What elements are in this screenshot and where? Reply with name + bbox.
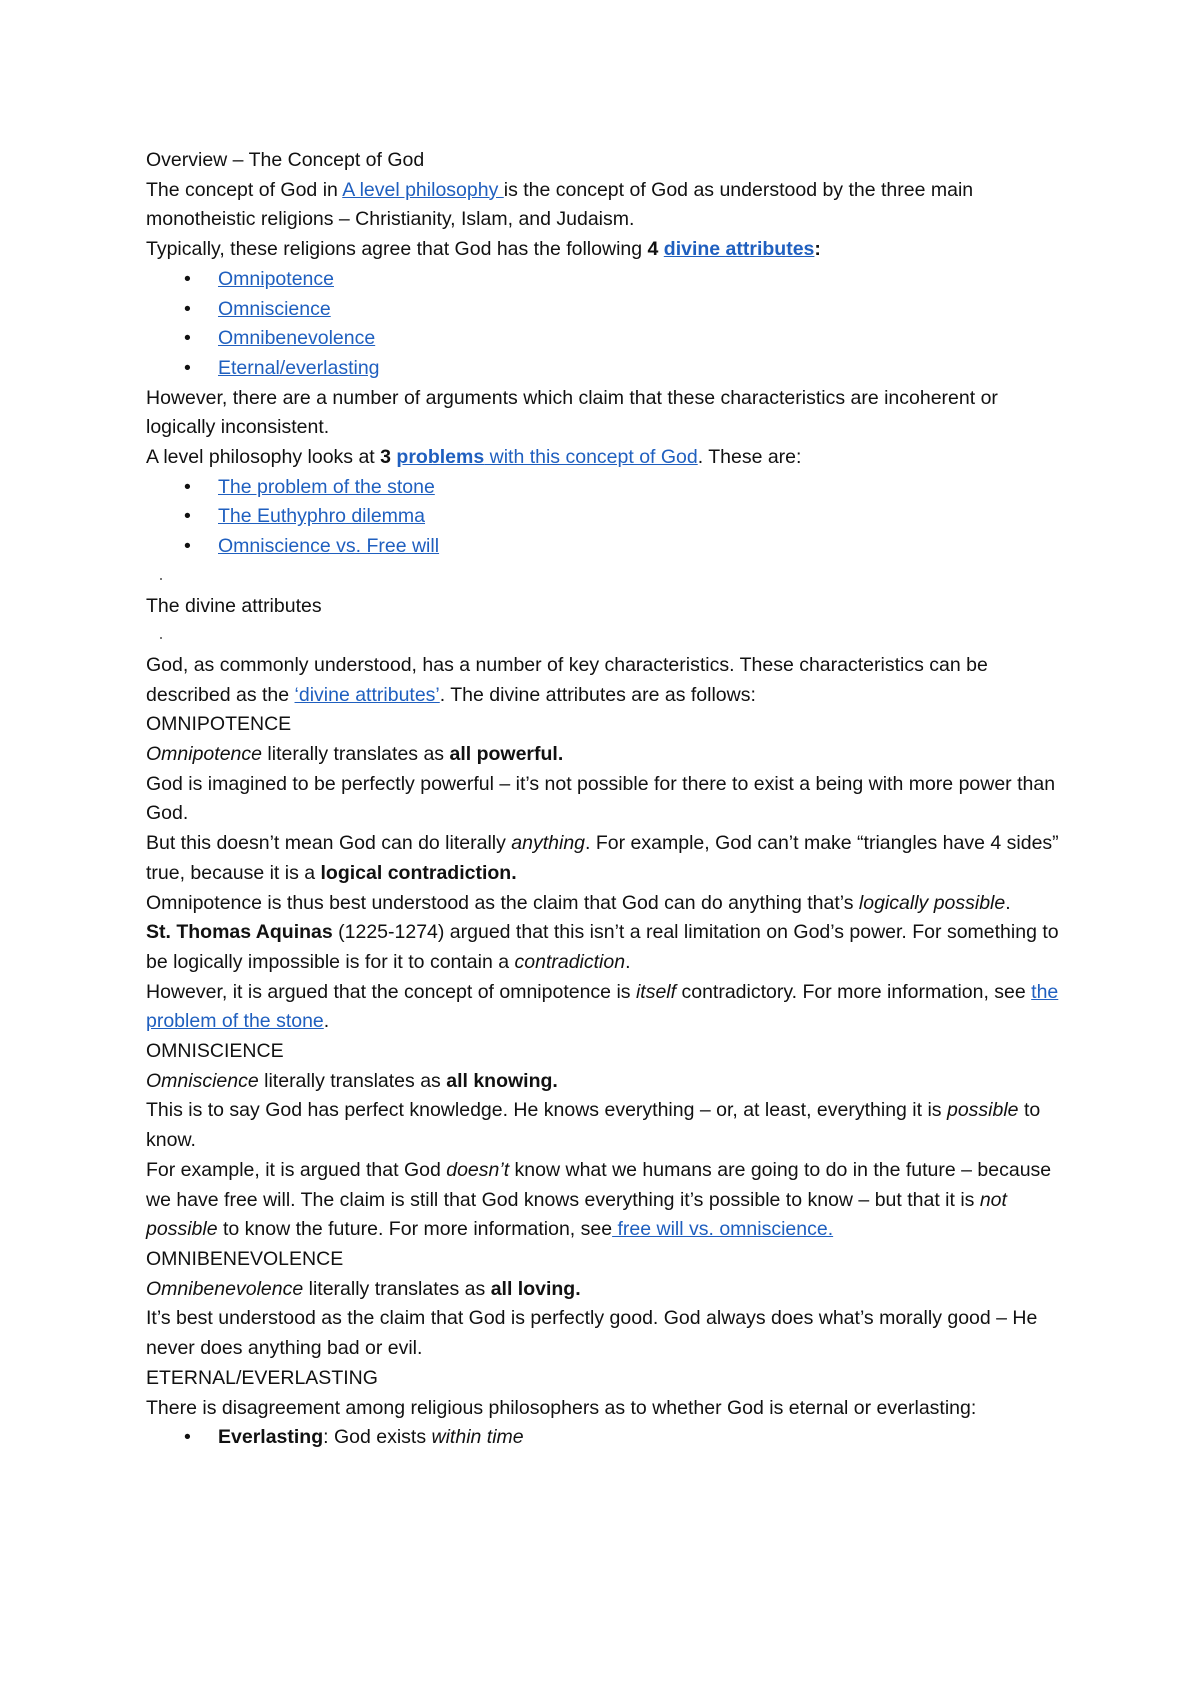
problem-of-the-stone-inline-link[interactable]: the problem of the stone <box>146 980 1059 1033</box>
omnipotence-heading: OMNIPOTENCE <box>146 713 292 736</box>
omnipotence-line: Omnipotence literally translates as all powerful. <box>146 743 564 766</box>
list-item <box>146 473 1066 503</box>
a-level-philosophy-link[interactable]: A level philosophy <box>342 178 504 201</box>
free-will-vs-omniscience-link[interactable]: free will vs. omniscience. <box>612 1218 834 1241</box>
eternal-everlasting-link[interactable]: Eternal/everlasting <box>218 356 380 379</box>
problem-of-the-stone-link[interactable]: The problem of the stone <box>218 475 435 498</box>
list-item <box>146 265 1066 295</box>
omniscience-line: This is to say God has perfect knowledge. He knows everything – or, at least, everything it is possible to know. <box>146 1099 1041 1152</box>
divine-attributes-heading: The divine attributes <box>146 594 322 617</box>
arguments-paragraph: However, there are a number of arguments which claim that these characteristics are incoherent or logically inconsistent. <box>146 386 998 439</box>
omnipotence-link[interactable]: Omnipotence <box>218 267 334 290</box>
divine-attributes-intro: God, as commonly understood, has a number of key characteristics. These characteristics can be described as the ‘divine attributes’. The divine attributes are as follows: <box>146 653 988 706</box>
omniscience-line: For example, it is argued that God doesn’t know what we humans are going to do in the future – because we have free will. The claim is still that God knows everything it’s possible to know – but that it is not possible to know the future. For more information, see free will vs. omniscience. <box>146 1158 1052 1241</box>
attributes-intro: Typically, these religions agree that God has the following 4 divine attributes: <box>146 238 821 261</box>
omnipotence-line: St. Thomas Aquinas (1225-1274) argued that this isn’t a real limitation on God’s power. For something to be logically impossible is for it to contain a contradiction. <box>146 921 1059 973</box>
list-item: • Everlasting: God exists within time <box>146 1423 1066 1453</box>
omnipotence-line: God is imagined to be perfectly powerful – it’s not possible for there to exist a being with more power than God. <box>146 772 1056 825</box>
blank-line <box>146 621 1066 651</box>
omnibenevolence-line: Omnibenevolence literally translates as all loving. <box>146 1277 581 1300</box>
list-item <box>146 532 1066 562</box>
list-item <box>146 354 1066 384</box>
omnibenevolence-heading: OMNIBENEVOLENCE <box>146 1247 344 1270</box>
omniscience-line: Omniscience literally translates as all knowing. <box>146 1069 558 1092</box>
eternal-heading: ETERNAL/EVERLASTING <box>146 1366 378 1389</box>
divine-attributes-link[interactable]: divine attributes <box>663 238 815 261</box>
attributes-list <box>146 265 1066 384</box>
omnibenevolence-line: It’s best understood as the claim that God is perfectly good. God always does what’s morally good – He never does anything bad or evil. <box>146 1307 1038 1360</box>
divine-attributes-quote-link[interactable]: ‘divine attributes’ <box>294 683 440 706</box>
omniscience-heading: OMNISCIENCE <box>146 1040 284 1063</box>
overview-heading: Overview – The Concept of God <box>146 149 425 171</box>
list-item <box>146 295 1066 325</box>
eternal-list <box>146 1423 1066 1453</box>
omniscience-link[interactable]: Omniscience <box>218 297 331 320</box>
overview-paragraph: The concept of God in A level philosophy is the concept of God as understood by the three main monotheistic religions – Christianity, Islam, and Judaism. <box>146 178 974 231</box>
problems-intro: A level philosophy looks at 3 problems with this concept of God. These are: <box>146 446 802 469</box>
problems-list <box>146 473 1066 562</box>
blank-line <box>146 562 1066 592</box>
list-item <box>146 324 1066 354</box>
omnibenevolence-link[interactable]: Omnibenevolence <box>218 327 376 350</box>
omniscience-vs-free-will-link[interactable]: Omniscience vs. Free will <box>218 535 440 558</box>
eternal-line: There is disagreement among religious philosophers as to whether God is eternal or everlasting: <box>146 1396 977 1419</box>
list-item <box>146 502 1066 532</box>
omnipotence-line: However, it is argued that the concept of omnipotence is itself contradictory. For more information, see the problem of the stone. <box>146 980 1059 1033</box>
problems-link[interactable]: problems with this concept of God <box>396 446 698 469</box>
omnipotence-line: Omnipotence is thus best understood as the claim that God can do anything that’s logically possible. <box>146 891 1011 914</box>
omnipotence-line: But this doesn’t mean God can do literally anything. For example, God can’t make “triangles have 4 sides” true, because it is a logical contradiction. <box>146 832 1059 884</box>
document-body <box>146 146 1066 1453</box>
euthyphro-dilemma-link[interactable]: The Euthyphro dilemma <box>218 505 426 528</box>
